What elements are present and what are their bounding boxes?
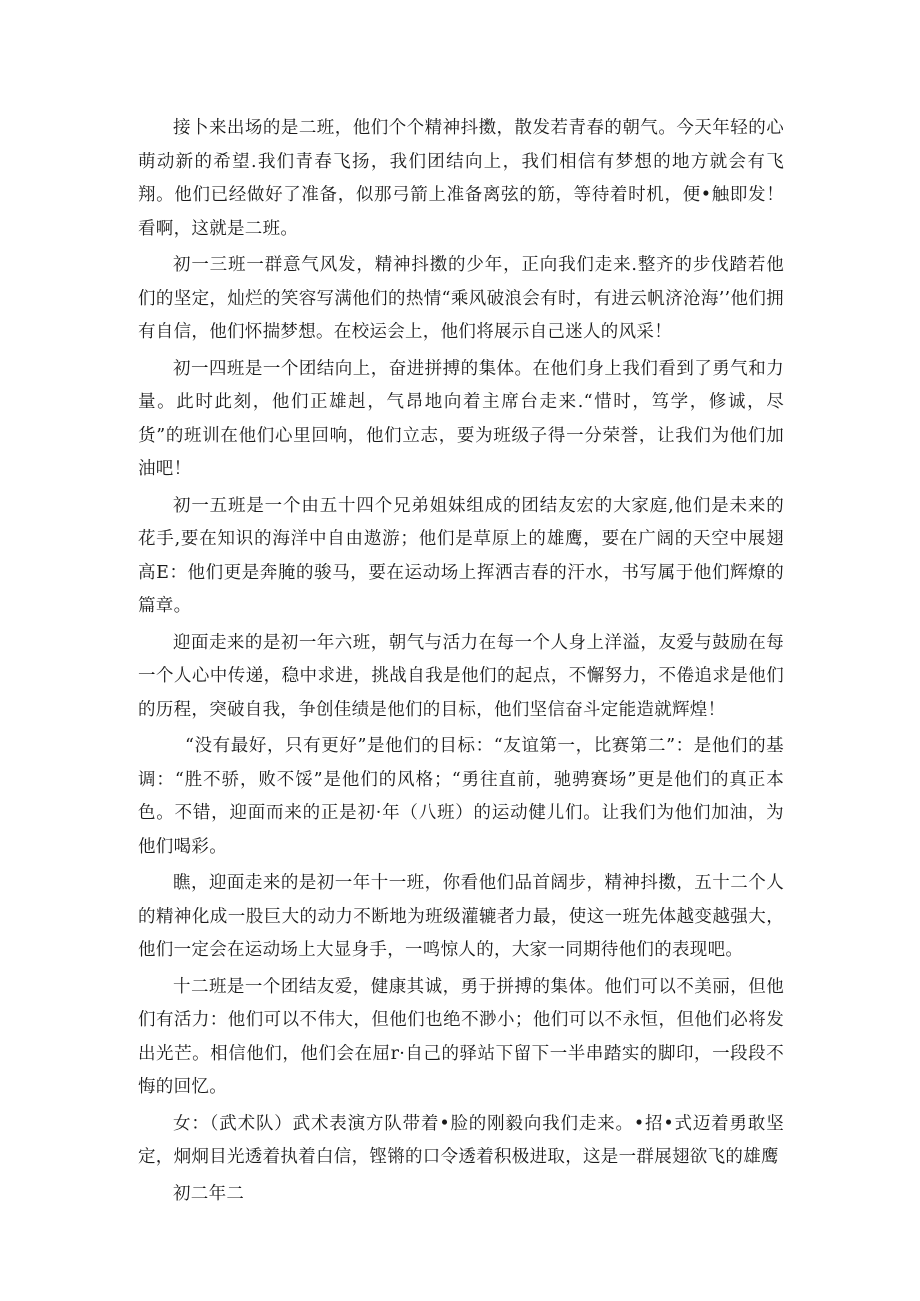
paragraph-class-8: “没有最好，只有更好”是他们的目标：“友谊第一，比赛第二”：是他们的基调：“胜不骄，败不馁”是他们的风格；“勇往直前，驰骋赛场”更是他们的真正本色。不错，迎面而来的正是初·年（八班）的运动健儿们。让我们为他们加油，为他们喝彩。 <box>138 736 784 857</box>
document-body <box>138 112 784 1214</box>
paragraph-martial-arts-team: 女：（武术队）武术表演方队带着•脸的刚毅向我们走来。•招•式迈着勇敢坚定，炯炯目光透着执着白信，铿锵的口令透着积极进取，这是一群展翅欲飞的雄鹰 <box>138 1113 784 1167</box>
paragraph-class-12: 十二班是一个团结友爱，健康其诚，勇于拼搏的集体。他们可以不美丽，但他们有活力：他们可以不伟大，但他们也绝不渺小；他们可以不永恒，但他们必将发出光芒。相信他们，他们会在屈r·自己的驿站下留下一半串踏实的脚印，一段段不悔的回忆。 <box>138 976 784 1097</box>
paragraph-class-4: 初一四班是一个团结向上，奋进拼搏的集体。在他们身上我们看到了勇气和力量。此时此刻，他们正雄赳，气昂地向着主席台走来.“惜时，笃学，修诚，尽货”的班训在他们心里回响，他们立志，要为班级子得一分荣誉，让我们为他们加油吧！ <box>138 358 784 479</box>
paragraph-class-6: 迎面走来的是初一年六班，朝气与活力在每一个人身上洋溢，友爱与鼓励在每一个人心中传递，稳中求进，挑战自我是他们的起点，不懈努力，不倦追求是他们的历程，突破自我，争创佳绩是他们的目标，他们坚信奋斗定能造就辉煌！ <box>138 632 784 720</box>
paragraph-grade-2-heading: 初二年二 <box>173 1183 245 1204</box>
paragraph-class-5: 初一五班是一个由五十四个兄弟姐妹组成的团结友宏的大家庭,他们是未来的花手,要在知识的海洋中自由遨游；他们是草原上的雄鹰，要在广阔的天空中展翅高E：他们更是奔腌的骏马，要在运动场上挥洒吉春的汗水，书写属于他们辉燎的篇章。 <box>138 495 784 616</box>
paragraph-class-2: 接卜来出场的是二班，他们个个精神抖擞，散发若青春的朝气。今天年轻的心萌动新的希望.我们青春飞扬，我们团结向上，我们相信有梦想的地方就会有飞翔。他们已经做好了准备，似那弓箭上准备离弦的筋，等待着时机，便•触即发！看啊，这就是二班。 <box>138 118 784 239</box>
paragraph-class-11: 瞧，迎面走来的是初一年十一班，你看他们品首阔步，精神抖擞，五十二个人的精神化成一股巨大的动力不断地为班级灌辘者力最，使这一班先体越变越强大，他们一定会在运动场上大显身手，一鸣惊人的，大家一同期待他们的表现吧。 <box>138 873 784 960</box>
paragraph-class-3: 初一三班一群意气风发，精神抖擞的少年，正向我们走来.整齐的步伐踏若他们的坚定，灿烂的笑容写满他们的热情“乘风破浪会有时，有进云帆济沧海’’他们拥有自信，他们怀揣梦想。在校运会上，他们将展示自己迷人的风采！ <box>138 255 784 342</box>
